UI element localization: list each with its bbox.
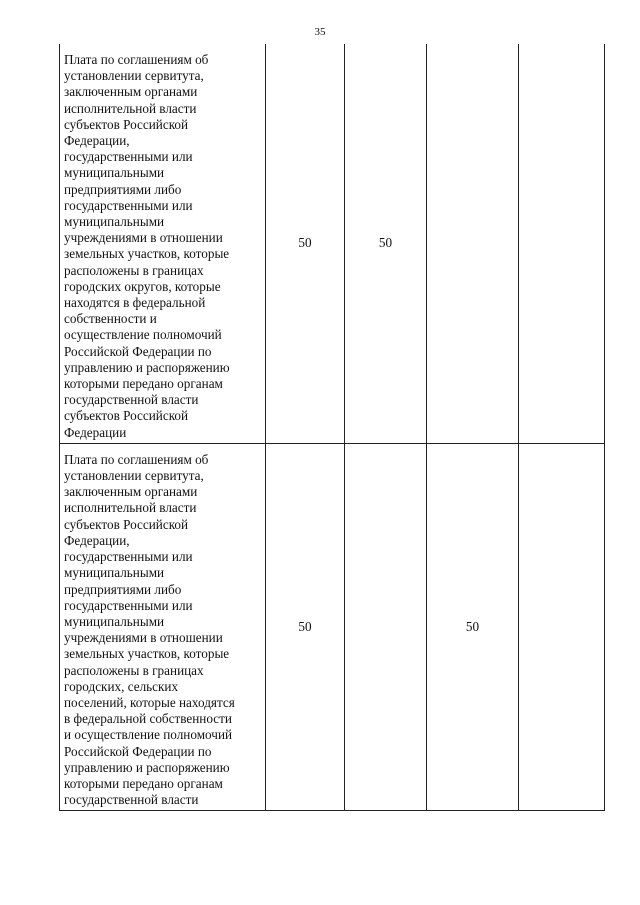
description-line: предприятиями либо [64, 181, 182, 197]
description-line: исполнительной власти [64, 100, 197, 116]
description-line: государственными или [64, 149, 193, 165]
description-line: государственными или [64, 549, 193, 565]
description-line: муниципальными [64, 165, 165, 181]
description-line: государственными или [64, 597, 193, 613]
description-line: Плата по соглашениям об [64, 451, 209, 467]
description-line: Российской Федерации по [64, 343, 212, 359]
description-line: которыми передано органам [64, 775, 223, 791]
description-line: государственной власти [64, 392, 199, 408]
description-line: учреждениями в отношении [64, 630, 223, 646]
description-line: Федерации [64, 424, 127, 440]
description-line: заключенным органами [64, 484, 198, 500]
page-number: 35 [314, 26, 326, 38]
description-line: поселений, которые находятся [64, 694, 235, 710]
description-line: государственными или [64, 197, 193, 213]
description-line: установлении сервитута, [64, 68, 204, 84]
description-line: Федерации, [64, 133, 130, 149]
description-line: земельных участков, которые [64, 646, 230, 662]
description-line: государственной власти [64, 792, 199, 808]
description-line: учреждениями в отношении [64, 230, 223, 246]
description-line: расположены в границах [64, 662, 204, 678]
description-line: муниципальными [64, 565, 165, 581]
value-cell-4 [519, 44, 605, 443]
description-line: предприятиями либо [64, 581, 182, 597]
description-line: в федеральной собственности [64, 711, 232, 727]
row-description-cell [60, 44, 266, 443]
description-line: городских округов, которые [64, 278, 221, 294]
description-line: установлении сервитута, [64, 468, 204, 484]
description-line: управлению и распоряжению [64, 359, 230, 375]
value-cell-2 [345, 443, 427, 810]
value-cell-1: 50 [266, 44, 345, 443]
description-line: Федерации, [64, 532, 130, 548]
value-cell-2: 50 [345, 44, 427, 443]
description-line: субъектов Российской [64, 516, 189, 532]
budget-table [59, 44, 605, 811]
value-cell-4 [519, 443, 605, 810]
description-line: земельных участков, которые [64, 246, 230, 262]
description-line: Российской Федерации по [64, 743, 212, 759]
row-description-cell [60, 443, 266, 810]
value-cell-3 [427, 44, 519, 443]
value-cell-1: 50 [266, 443, 345, 810]
table-body [60, 44, 605, 811]
description-line: муниципальными [64, 613, 165, 629]
description-line: муниципальными [64, 214, 165, 230]
description-line: Плата по соглашениям об [64, 52, 209, 67]
description-line: заключенным органами [64, 84, 198, 100]
value-cell-3: 50 [427, 443, 519, 810]
description-line: расположены в границах [64, 262, 204, 278]
description-line: и осуществление полномочий [64, 727, 233, 743]
description-line: исполнительной власти [64, 500, 197, 516]
description-line: которыми передано органам [64, 376, 223, 392]
description-line: городских, сельских [64, 678, 179, 694]
description-line: собственности и [64, 311, 157, 327]
description-line: субъектов Российской [64, 116, 189, 132]
description-line: субъектов Российской [64, 408, 189, 424]
table-row [60, 443, 605, 810]
description-line: находятся в федеральной [64, 295, 206, 311]
table-row [60, 44, 605, 443]
description-line: осуществление полномочий [64, 327, 222, 343]
description-line: управлению и распоряжению [64, 759, 230, 775]
